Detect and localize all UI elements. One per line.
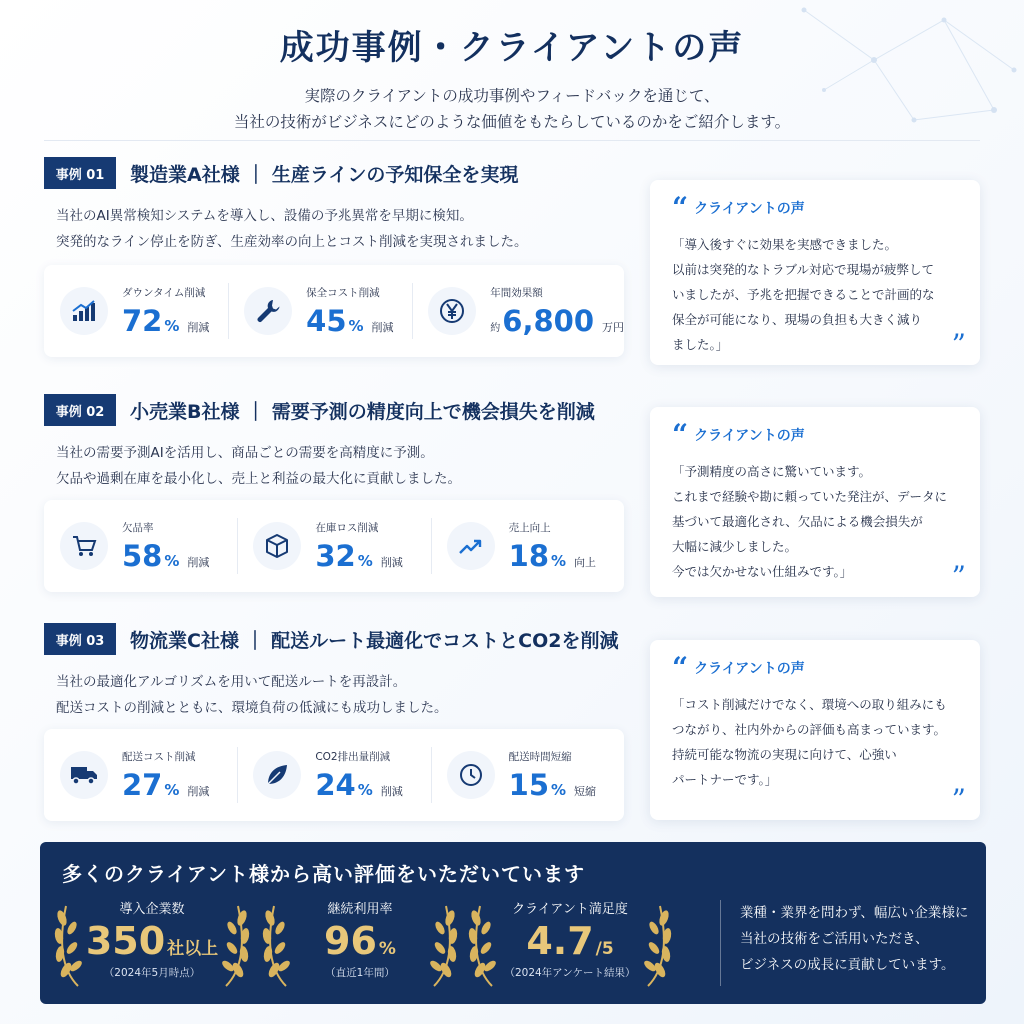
subtitle-line: 当社の技術がビジネスにどのような価値をもたらしているのかをご紹介します。 xyxy=(233,113,791,131)
case-description xyxy=(56,669,644,721)
evaluation-banner xyxy=(40,842,986,1004)
award-note: （2024年アンケート結果） xyxy=(504,967,636,979)
banner-divider xyxy=(720,900,721,986)
metric-unit: % xyxy=(348,316,364,335)
case-description-line: 突発的なライン停止を防ぎ、生産効率の向上とコスト削減を実現されました。 xyxy=(56,234,528,250)
header-divider xyxy=(44,140,980,141)
metric-value: 24 xyxy=(315,767,356,802)
quote-close-icon: ” xyxy=(951,783,966,816)
client-voice-02 xyxy=(650,407,980,597)
metric-suffix: 向上 xyxy=(574,555,597,569)
metric-value: 18 xyxy=(508,538,550,573)
case-description-line: 欠品や過剰在庫を最小化し、売上と利益の最大化に貢献しました。 xyxy=(56,471,461,487)
client-voice-text: 「予測精度の高さに驚いています。 これまで経験や勘に頼っていた発注が、データに 基づいて最適化され、欠品による機会損失が 大幅に減少しました。 今では欠かせない仕組みです。」 xyxy=(672,464,948,579)
metric-suffix: 削減 xyxy=(380,784,403,798)
cart-icon xyxy=(60,522,108,570)
case-badge: 事例 02 xyxy=(44,394,116,426)
page-header xyxy=(0,20,1024,135)
case-description-line: 当社の需要予測AIを活用し、商品ごとの需要を高精度に予測。 xyxy=(56,445,434,461)
award-clients xyxy=(52,894,252,994)
client-voice-text: 「コスト削減だけでなく、環境への取り組みにも つながり、社内外からの評価も高まっています。 持続可能な物流の実現に向けて、心強い パートナーです。」 xyxy=(672,697,947,787)
award-unit: 社以上 xyxy=(167,939,219,959)
award-label: 継続利用率 xyxy=(327,902,393,917)
page-title: 成功事例・クライアントの声 xyxy=(279,28,745,68)
metric-label: 配送時間短縮 xyxy=(508,750,572,763)
metric-label: 年間効果額 xyxy=(490,286,543,299)
award-note: （直近1年間） xyxy=(325,967,395,979)
case-description-line: 配送コストの削減とともに、環境負荷の低減にも成功しました。 xyxy=(56,700,448,716)
metric-value: 32 xyxy=(315,538,356,573)
metric-suffix: 削減 xyxy=(380,555,403,569)
metric-label: 欠品率 xyxy=(122,521,154,534)
page-subtitle xyxy=(0,83,1024,135)
case-03 xyxy=(44,623,644,802)
metric-suffix: 短縮 xyxy=(574,784,597,798)
metric-unit: % xyxy=(164,551,180,570)
box-icon xyxy=(253,522,301,570)
case-description-line: 当社のAI異常検知システムを導入し、設備の予兆異常を早期に検知。 xyxy=(56,208,473,224)
metric-annual-effect xyxy=(412,265,624,357)
case-02 xyxy=(44,394,644,573)
quote-open-icon: “ xyxy=(672,418,689,451)
metric-sales-growth xyxy=(431,500,624,592)
wrench-icon xyxy=(244,287,292,335)
award-retention xyxy=(260,894,460,994)
metric-label: 配送コスト削減 xyxy=(122,750,196,763)
metric-value: 72 xyxy=(122,303,163,338)
quote-open-icon: “ xyxy=(672,651,689,684)
metric-co2-reduction xyxy=(237,729,430,821)
quote-close-icon: ” xyxy=(951,560,966,593)
metric-value: 58 xyxy=(122,538,163,573)
case-description xyxy=(56,440,644,492)
laurel-icon xyxy=(260,898,294,990)
award-satisfaction xyxy=(466,894,674,994)
case-title: 小売業B社様 ｜ 需要予測の精度向上で機会損失を削減 xyxy=(130,400,595,423)
metric-value: 6,800 xyxy=(502,303,595,338)
case-metrics xyxy=(44,500,624,592)
quote-close-icon: ” xyxy=(951,328,966,361)
metric-stockout-rate xyxy=(44,500,237,592)
case-metrics xyxy=(44,265,624,357)
metric-inventory-loss xyxy=(237,500,430,592)
metric-suffix: 削減 xyxy=(187,784,210,798)
banner-title: 多くのクライアント様から高い評価をいただいています xyxy=(62,862,585,886)
metric-downtime xyxy=(44,265,228,357)
subtitle-line: 実際のクライアントの成功事例やフィードバックを通じて、 xyxy=(304,87,720,105)
metric-suffix: 削減 xyxy=(187,555,210,569)
chart-up-icon xyxy=(60,287,108,335)
laurel-icon xyxy=(466,898,500,990)
metric-unit: % xyxy=(164,316,180,335)
metric-label: 売上向上 xyxy=(508,521,551,534)
award-value: 350 xyxy=(85,919,166,963)
metric-value: 45 xyxy=(306,303,347,338)
clock-icon xyxy=(447,751,495,799)
client-voice-01 xyxy=(650,180,980,365)
metric-prefix: 約 xyxy=(490,322,501,334)
metric-unit: % xyxy=(357,780,373,799)
metric-suffix: 削減 xyxy=(371,320,394,334)
metric-unit: % xyxy=(357,551,373,570)
metric-label: ダウンタイム削減 xyxy=(122,286,206,299)
client-voice-heading: クライアントの声 xyxy=(694,201,805,217)
case-01 xyxy=(44,157,644,338)
laurel-icon xyxy=(52,898,86,990)
laurel-icon xyxy=(426,898,460,990)
truck-icon xyxy=(60,751,108,799)
client-voice-03 xyxy=(650,640,980,820)
metric-label: 保全コスト削減 xyxy=(306,286,380,299)
metric-unit: % xyxy=(551,551,567,570)
award-value: 4.7 xyxy=(526,919,594,963)
client-voice-heading: クライアントの声 xyxy=(694,661,805,677)
award-unit: % xyxy=(378,939,396,959)
case-badge: 事例 01 xyxy=(44,157,116,189)
banner-text: 業種・業界を問わず、幅広い企業様に 当社の技術をご活用いただき、 ビジネスの成長に貢献しています。 xyxy=(740,905,969,973)
client-voice-text: 「導入後すぐに効果を実感できました。 以前は突発的なトラブル対応で現場が疲弊して いましたが、予兆を把握できることで計画的な 保全が可能になり、現場の負担も大きく減り ました。」 xyxy=(672,237,935,352)
case-metrics xyxy=(44,729,624,821)
laurel-icon xyxy=(640,898,674,990)
quote-open-icon: “ xyxy=(672,191,689,224)
metric-suffix: 万円 xyxy=(602,320,625,334)
award-unit: /5 xyxy=(595,939,614,959)
case-title: 物流業C社様 ｜ 配送ルート最適化でコストとCO2を削減 xyxy=(130,629,619,652)
case-title: 製造業A社様 ｜ 生産ラインの予知保全を実現 xyxy=(130,163,519,186)
metric-suffix: 削減 xyxy=(187,320,210,334)
award-label: クライアント満足度 xyxy=(512,902,628,917)
metric-value: 27 xyxy=(122,767,163,802)
metric-delivery-time xyxy=(431,729,624,821)
metric-unit: % xyxy=(551,780,567,799)
case-description-line: 当社の最適化アルゴリズムを用いて配送ルートを再設計。 xyxy=(56,674,407,690)
laurel-icon xyxy=(218,898,252,990)
metric-unit: % xyxy=(164,780,180,799)
case-description xyxy=(56,203,644,255)
trend-up-icon xyxy=(447,522,495,570)
metric-delivery-cost xyxy=(44,729,237,821)
client-voice-heading: クライアントの声 xyxy=(694,428,805,444)
award-value: 96 xyxy=(324,919,377,963)
metric-label: CO2排出量削減 xyxy=(315,750,391,763)
yen-icon xyxy=(428,287,476,335)
leaf-icon xyxy=(253,751,301,799)
award-label: 導入企業数 xyxy=(119,902,185,917)
metric-label: 在庫ロス削減 xyxy=(315,521,379,534)
award-note: （2024年5月時点） xyxy=(103,967,201,979)
metric-maintenance-cost xyxy=(228,265,412,357)
metric-value: 15 xyxy=(508,767,550,802)
case-badge: 事例 03 xyxy=(44,623,116,655)
